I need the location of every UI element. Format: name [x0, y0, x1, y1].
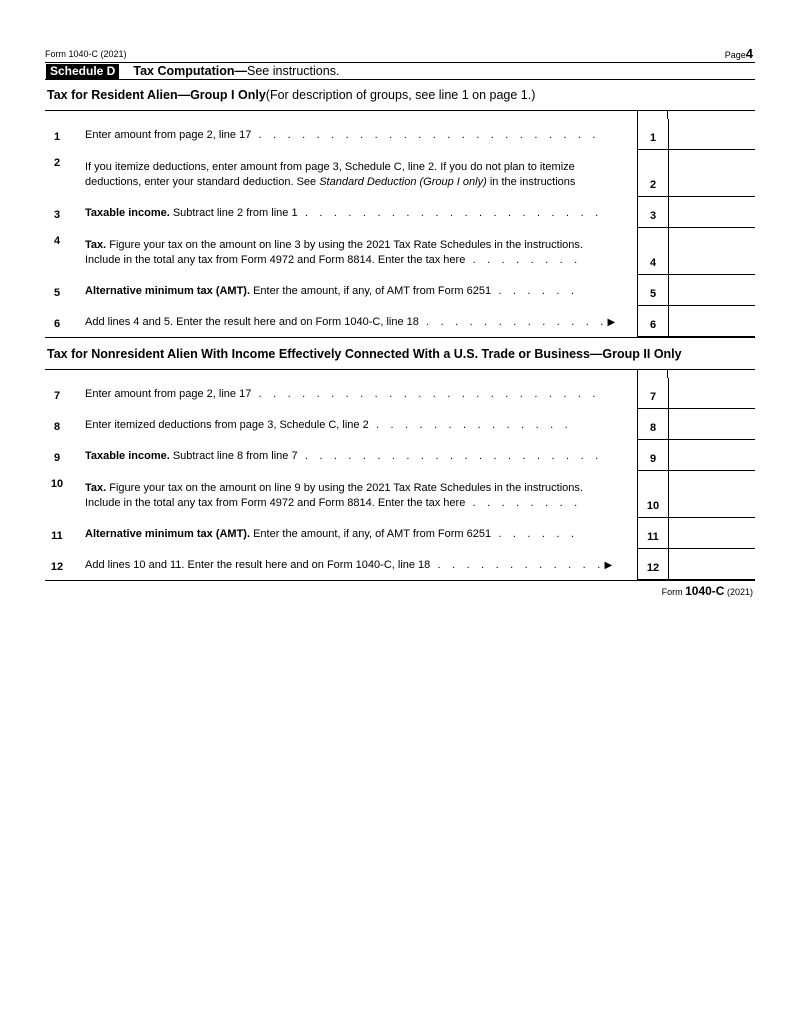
form-line-12	[45, 549, 755, 580]
amount-field-line-11[interactable]	[668, 518, 755, 549]
line-box: 5	[637, 275, 669, 306]
group1-heading: Tax for Resident Alien—Group I Only (For description of groups, see line 1 on page 1.)	[45, 80, 755, 111]
line-number: 10	[50, 478, 64, 490]
amount-field-line-3[interactable]	[668, 197, 755, 228]
line-number: 2	[53, 157, 61, 169]
line-description: Add lines 10 and 11. Enter the result here and on Form 1040-C, line 18 . . . . . . . . . . . .▶	[85, 559, 613, 571]
line-box: 3	[637, 197, 669, 228]
line-description: Enter amount from page 2, line 17 . . . . . . . . . . . . . . . . . . . . . . . .	[85, 129, 600, 141]
line-description: If you itemize deductions, enter amount from page 3, Schedule C, line 2. If you do not plan to itemize deductions, enter your standard deduction. See Standard Deduction (Group I only) in the instructions	[85, 161, 576, 188]
form-line-2	[45, 150, 755, 197]
form-line-3	[45, 197, 755, 228]
line-box: 12	[637, 549, 669, 580]
line-description: Alternative minimum tax (AMT). Enter the amount, if any, of AMT from Form 6251 . . . . . .	[85, 528, 579, 540]
form-line-10	[45, 471, 755, 518]
line-description: Tax. Figure your tax on the amount on line 9 by using the 2021 Tax Rate Schedules in the instructions. Include in the total any tax from Form 4972 and Form 8814. Enter the tax here . . . . . . . .	[85, 482, 583, 509]
line-number: 9	[53, 452, 61, 464]
line-box: 4	[637, 228, 669, 275]
amount-field-line-8[interactable]	[668, 409, 755, 440]
page-footer	[45, 580, 755, 599]
line-number: 12	[50, 561, 64, 573]
line-description: Tax. Figure your tax on the amount on line 3 by using the 2021 Tax Rate Schedules in the instructions. Include in the total any tax from Form 4972 and Form 8814. Enter the tax here . . . . . . . .	[85, 239, 583, 266]
section-spacer	[45, 370, 755, 378]
line-description: Add lines 4 and 5. Enter the result here and on Form 1040-C, line 18 . . . . . . . . . . . . .▶	[85, 316, 616, 328]
amount-field-line-4[interactable]	[668, 228, 755, 275]
amount-field-line-12[interactable]	[668, 549, 755, 580]
line-number: 1	[53, 131, 61, 143]
group2-heading: Tax for Nonresident Alien With Income Effectively Connected With a U.S. Trade or Business—Group II Only	[45, 337, 755, 370]
line-box: 8	[637, 409, 669, 440]
page-header	[45, 44, 755, 62]
form-id: Form 1040-C (2021)	[45, 49, 127, 59]
arrow-icon: ▶	[604, 560, 613, 571]
arrow-icon: ▶	[607, 317, 616, 328]
line-number: 11	[51, 530, 63, 542]
line-box: 9	[637, 440, 669, 471]
schedule-title: Tax Computation—See instructions.	[133, 64, 340, 78]
line-description: Enter amount from page 2, line 17 . . . . . . . . . . . . . . . . . . . . . . . .	[85, 388, 600, 400]
line-number: 5	[53, 287, 61, 299]
amount-field-line-10[interactable]	[668, 471, 755, 518]
line-box: 2	[637, 150, 669, 197]
line-box: 7	[637, 378, 669, 409]
line-number: 6	[53, 318, 61, 330]
amount-field-line-1[interactable]	[668, 119, 755, 150]
line-description: Enter itemized deductions from page 3, Schedule C, line 2 . . . . . . . . . . . . . .	[85, 419, 572, 431]
line-number: 4	[53, 235, 61, 247]
line-box: 1	[637, 119, 669, 150]
amount-field-line-9[interactable]	[668, 440, 755, 471]
amount-field-line-2[interactable]	[668, 150, 755, 197]
line-number: 7	[53, 390, 61, 402]
footer-form-id: Form 1040-C (2021)	[661, 584, 753, 598]
line-box: 6	[637, 306, 669, 337]
form-line-11	[45, 518, 755, 549]
line-description: Taxable income. Subtract line 2 from line 1 . . . . . . . . . . . . . . . . . . . . .	[85, 207, 603, 219]
form-line-6	[45, 306, 755, 337]
line-number: 8	[53, 421, 61, 433]
form-page	[45, 44, 755, 599]
amount-field-line-5[interactable]	[668, 275, 755, 306]
schedule-badge: Schedule D	[46, 64, 119, 79]
line-box: 11	[637, 518, 669, 549]
form-line-9	[45, 440, 755, 471]
form-line-7	[45, 378, 755, 409]
amount-field-line-6[interactable]	[668, 306, 755, 337]
line-number: 3	[53, 209, 61, 221]
schedule-header	[45, 62, 755, 80]
form-line-4	[45, 228, 755, 275]
form-line-5	[45, 275, 755, 306]
form-line-8	[45, 409, 755, 440]
page-number-label: Page4	[724, 46, 753, 61]
line-box: 10	[637, 471, 669, 518]
form-line-1	[45, 119, 755, 150]
section-spacer	[45, 111, 755, 119]
line-description: Alternative minimum tax (AMT). Enter the amount, if any, of AMT from Form 6251 . . . . . .	[85, 285, 579, 297]
page-number: 4	[745, 46, 753, 61]
amount-field-line-7[interactable]	[668, 378, 755, 409]
line-description: Taxable income. Subtract line 8 from line 7 . . . . . . . . . . . . . . . . . . . . .	[85, 450, 603, 462]
